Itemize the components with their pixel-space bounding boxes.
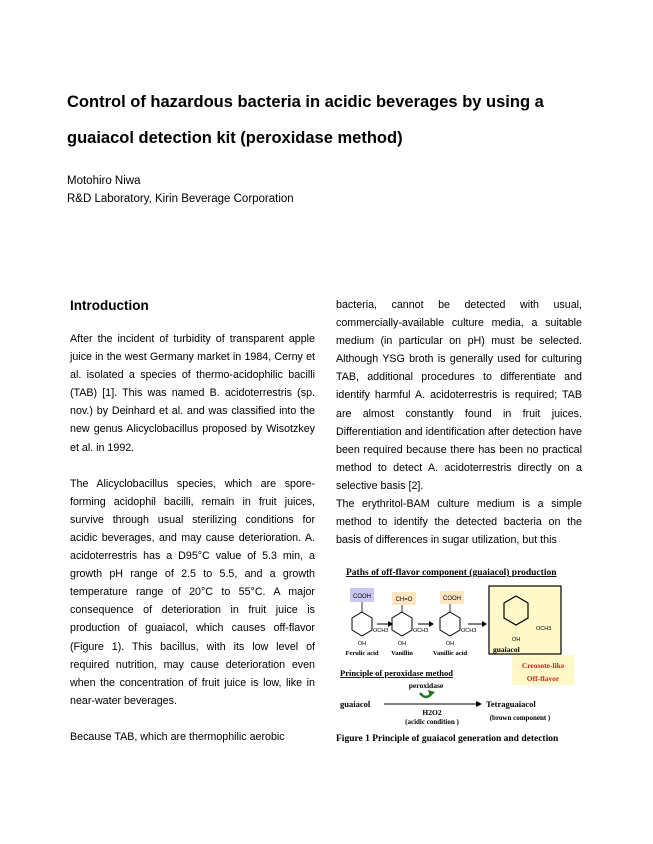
offflavor-text: Off-flavor (526, 674, 560, 683)
cooh-label-2: COOH (443, 596, 461, 602)
cho-label: CH=O (395, 597, 413, 603)
h2o2-label: H2O2 (422, 708, 442, 717)
paragraph-2: The Alicyclobacillus species, which are spore-forming acidophil bacilli, remain in fruit juices, survive through usual sterilizing conditions for acidic beverages, and may cause deterioration. A. acidoterrestris has a D95°C value of 5.3 min, a growth pH range of 2.5 to 5.5, and a growth temperature range of 20°C to 55°C. A major consequence of deterioration in fruit juice is production of guaiacol, which causes off-flavor (Figure 1). This bacillus, with its low level of required nutrition, may cause deterioration even when the concentration of fruit juice is low, like in near-water beverages. (70, 477, 315, 707)
och3-1: OCH3 (373, 628, 389, 634)
paths-title: Paths of off-flavor component (guaiacol) production (346, 568, 557, 578)
och3-2: OCH3 (413, 628, 429, 634)
paragraph-1: After the incident of turbidity of transparent apple juice in the west Germany market in 1984, Cerny et al. isolated a species of thermo-acidophilic bacilli (TAB) [1]. This was named B. acidoterrestris (sp. nov.) by Deinhard et al. and was classified into the new genus Alicyclobacillus proposed by Wisotzkey et al. in 1992. (70, 333, 315, 454)
left-column (70, 296, 315, 746)
cooh-label-1: COOH (353, 594, 371, 600)
brown-component: (brown component ) (489, 714, 551, 722)
principle-title: Principle of peroxidase method (340, 668, 453, 678)
label-vanillin: Vanillin (391, 650, 413, 657)
ring-vanillic (440, 612, 460, 636)
figure-diagram (336, 562, 582, 732)
section-heading-introduction: Introduction (70, 298, 149, 313)
figure-caption: Figure 1 Principle of guaiacol generation and detection (336, 734, 559, 744)
arrowhead-2 (429, 621, 434, 627)
oh-2: OH (397, 641, 407, 647)
product-tetraguaiacol: Tetraguaiacol (486, 699, 536, 709)
och3-4: OCH3 (536, 626, 552, 632)
paragraph-4: bacteria, cannot be detected with usual, commercially-available culture media, a suitable medium (in particular on pH) must be selected. Although YSG broth is generally used for culturing TAB, additional procedures to differentiate and identify harmful A. acidoterrestris is required; TAB are almost constantly found in fruit juices. Differentiation and identification after detection have been required because there has been no practical method to detect A. acidoterrestris directly on a selective basis [2]. (336, 299, 582, 492)
paragraph-3: Because TAB, which are thermophilic aerobic (70, 730, 285, 743)
oh-4: OH (512, 637, 521, 643)
acidic-condition: (acidic condition ) (405, 718, 459, 726)
oh-3: OH (445, 641, 455, 647)
author-affiliation: R&D Laboratory, Kirin Beverage Corporation (67, 193, 294, 205)
reaction-arrowhead (476, 701, 482, 707)
ring-ferulic (352, 612, 372, 636)
creosote-text: Creosote-like (521, 661, 565, 670)
paper-title: Control of hazardous bacteria in acidic beverages by using a guaiacol detection kit (peroxidase method) (67, 93, 544, 147)
label-ferulic: Ferulic acid (345, 650, 379, 657)
arrowhead-3 (482, 621, 487, 627)
och3-3: OCH3 (461, 628, 477, 634)
author-name: Motohiro Niwa (67, 175, 141, 187)
figure-1 (336, 562, 582, 752)
paragraph-5: The erythritol-BAM culture medium is a simple method to identify the detected bacteria on the basis of differences in sugar utilization, but this (336, 498, 582, 547)
label-vanillic: Vanillic acid (432, 650, 468, 657)
guaiacol-label: guaiacol (493, 645, 520, 654)
author-block (67, 172, 294, 208)
right-column (336, 296, 582, 549)
reactant-guaiacol: guaiacol (340, 699, 371, 709)
peroxidase-label: peroxidase (408, 681, 444, 690)
oh-1: OH (357, 641, 367, 647)
ring-vanillin (392, 612, 412, 636)
